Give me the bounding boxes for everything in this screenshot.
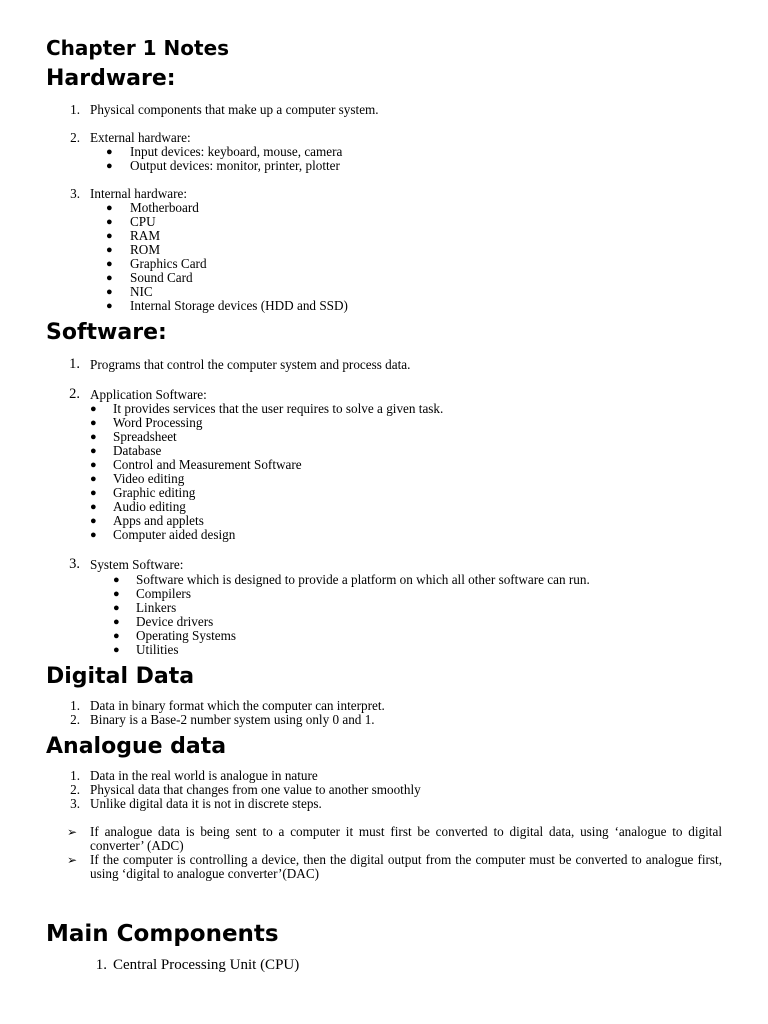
bullet-icon: ●	[90, 515, 97, 527]
main-components-heading: Main Components	[46, 921, 279, 947]
bullet-icon: ●	[90, 431, 97, 443]
internal-hardware-item: Internal Storage devices (HDD and SSD)	[130, 298, 348, 313]
bullet-icon: ●	[106, 146, 113, 158]
internal-hardware-item: Motherboard	[130, 200, 199, 215]
software-heading: Software:	[46, 320, 167, 345]
main-components-item-text: Central Processing Unit (CPU)	[113, 957, 300, 973]
bullet-icon: ●	[90, 417, 97, 429]
bullet-icon: ●	[113, 588, 120, 600]
arrow-bullet-icon: ➢	[67, 853, 78, 867]
analogue-item-text: Data in the real world is analogue in nature	[90, 768, 318, 783]
application-software-item: It provides services that the user requires to solve a given task.	[113, 401, 444, 416]
digital-item-text: Binary is a Base-2 number system using only 0 and 1.	[90, 712, 375, 727]
external-hardware-item: Output devices: monitor, printer, plotter	[130, 158, 340, 173]
bullet-icon: ●	[106, 286, 113, 298]
hardware-item-number: 2.	[70, 130, 80, 145]
software-item-number: 2.	[69, 386, 80, 402]
bullet-icon: ●	[106, 258, 113, 270]
hardware-item-number: 3.	[70, 186, 80, 201]
digital-item-number: 1.	[70, 698, 80, 713]
bullet-icon: ●	[90, 529, 97, 541]
bullet-icon: ●	[90, 403, 97, 415]
hardware-item-text: Physical components that make up a computer system.	[90, 102, 379, 117]
hardware-item-text: Internal hardware:	[90, 186, 188, 201]
system-software-item: Compilers	[136, 586, 191, 601]
software-item-text: Programs that control the computer system and process data.	[90, 357, 411, 372]
system-software-item: Linkers	[136, 600, 177, 615]
software-item-number: 3.	[69, 556, 80, 572]
bullet-icon: ●	[90, 445, 97, 457]
analogue-data-heading: Analogue data	[46, 734, 227, 759]
system-software-item: Software which is designed to provide a platform on which all other software can run.	[136, 572, 590, 587]
application-software-item: Spreadsheet	[113, 429, 177, 444]
bullet-icon: ●	[113, 630, 120, 642]
analogue-item-number: 2.	[70, 782, 80, 797]
application-software-item: Audio editing	[113, 499, 186, 514]
bullet-icon: ●	[90, 459, 97, 471]
bullet-icon: ●	[90, 473, 97, 485]
system-software-item: Utilities	[136, 642, 179, 657]
analogue-note: If the computer is controlling a device, then the digital output from the computer must be converted to analogue first, using ‘digital to analogue converter’(DAC)	[90, 852, 722, 881]
application-software-item: Word Processing	[113, 415, 203, 430]
internal-hardware-item: Graphics Card	[130, 256, 207, 271]
bullet-icon: ●	[106, 272, 113, 284]
internal-hardware-item: RAM	[130, 228, 161, 243]
application-software-item: Graphic editing	[113, 485, 196, 500]
bullet-icon: ●	[113, 644, 120, 656]
analogue-item-text: Physical data that changes from one value to another smoothly	[90, 782, 421, 797]
application-software-item: Control and Measurement Software	[113, 457, 302, 472]
analogue-note: If analogue data is being sent to a computer it must first be converted to digital data, using ‘analogue to digital converter’ (ADC)	[90, 824, 722, 853]
bullet-icon: ●	[113, 602, 120, 614]
system-software-item: Device drivers	[136, 614, 214, 629]
bullet-icon: ●	[106, 160, 113, 172]
internal-hardware-item: ROM	[130, 242, 161, 257]
analogue-item-number: 3.	[70, 796, 80, 811]
application-software-item: Database	[113, 443, 162, 458]
digital-data-heading: Digital Data	[46, 664, 195, 689]
hardware-heading: Hardware:	[46, 66, 176, 91]
arrow-bullet-icon: ➢	[67, 825, 78, 839]
software-item-number: 1.	[69, 356, 80, 372]
internal-hardware-item: NIC	[130, 284, 153, 299]
software-item-text: Application Software:	[90, 387, 207, 402]
bullet-icon: ●	[90, 501, 97, 513]
bullet-icon: ●	[90, 487, 97, 499]
bullet-icon: ●	[106, 230, 113, 242]
main-components-item-number: 1.	[95, 957, 107, 973]
application-software-item: Computer aided design	[113, 527, 236, 542]
bullet-icon: ●	[106, 244, 113, 256]
internal-hardware-item: CPU	[130, 214, 156, 229]
system-software-item: Operating Systems	[136, 628, 236, 643]
bullet-icon: ●	[113, 616, 120, 628]
hardware-item-text: External hardware:	[90, 130, 191, 145]
digital-item-number: 2.	[70, 712, 80, 727]
chapter-title: Chapter 1 Notes	[46, 36, 230, 60]
bullet-icon: ●	[113, 574, 120, 586]
bullet-icon: ●	[106, 202, 113, 214]
analogue-item-text: Unlike digital data it is not in discrete steps.	[90, 796, 322, 811]
analogue-item-number: 1.	[70, 768, 80, 783]
application-software-item: Apps and applets	[113, 513, 204, 528]
hardware-item-number: 1.	[70, 102, 80, 117]
software-item-text: System Software:	[90, 557, 184, 572]
application-software-item: Video editing	[113, 471, 185, 486]
internal-hardware-item: Sound Card	[130, 270, 193, 285]
digital-item-text: Data in binary format which the computer can interpret.	[90, 698, 385, 713]
bullet-icon: ●	[106, 300, 113, 312]
bullet-icon: ●	[106, 216, 113, 228]
external-hardware-item: Input devices: keyboard, mouse, camera	[130, 144, 343, 159]
